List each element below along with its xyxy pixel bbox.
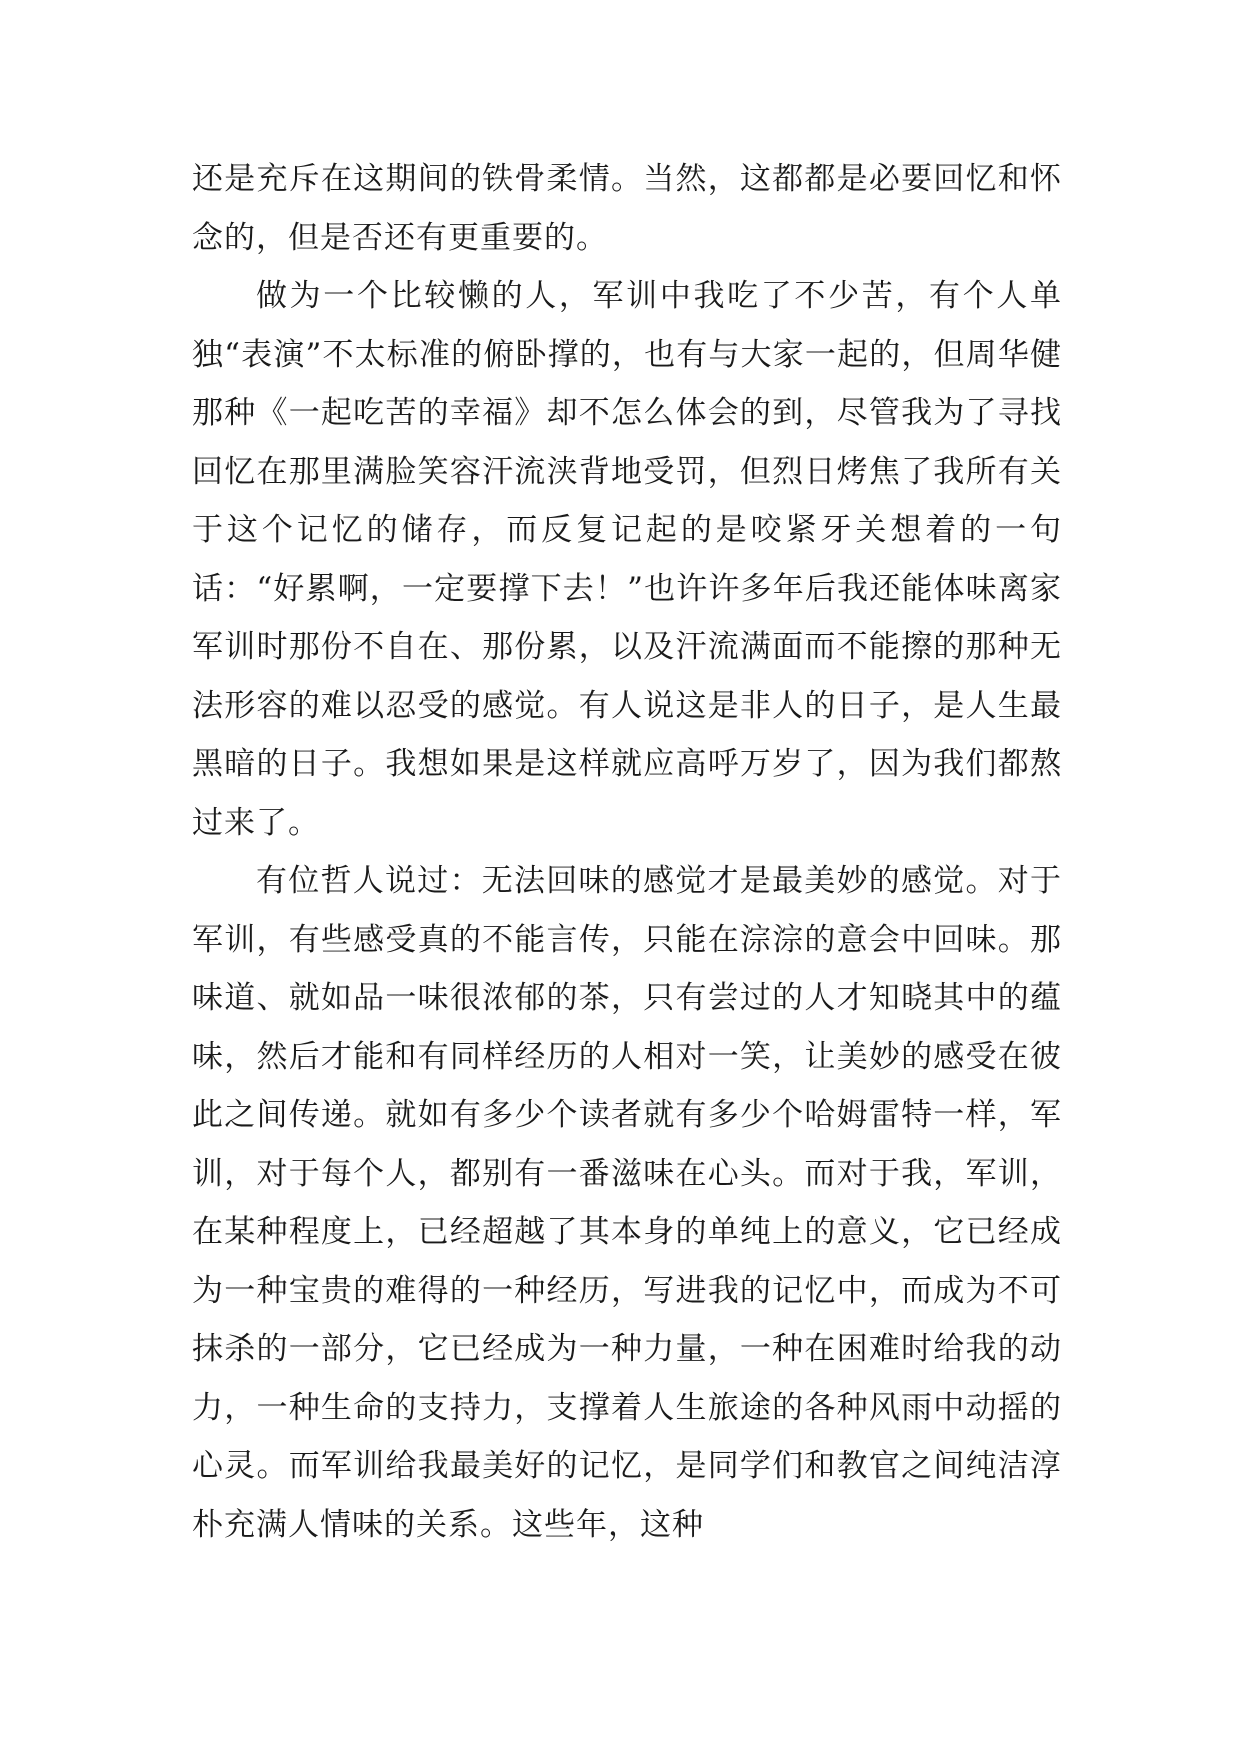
paragraph-military-training-hardship: 做为一个比较懒的人，军训中我吃了不少苦，有个人单独“表演”不太标准的俯卧撑的，也有与大家一起的，但周华健那种《一起吃苦的幸福》却不怎么体会的到，尽管我为了寻找回忆在那里满脸笑容汗流浃背地受罚，但烈日烤焦了我所有关于这个记忆的储存，而反复记起的是咬紧牙关想着的一句话：“好累啊，一定要撑下去！”也许许多年后我还能体味离家军训时那份不自在、那份累，以及汗流满面而不能擦的那种无法形容的难以忍受的感觉。有人说这是非人的日子，是人生最黑暗的日子。我想如果是这样就应高呼万岁了，因为我们都熬过来了。: [192, 278, 1062, 841]
document-page: [192, 150, 1062, 1554]
paragraph-continuation: 还是充斥在这期间的铁骨柔情。当然，这都都是必要回忆和怀念的，但是否还有更重要的。: [192, 161, 1062, 256]
paragraph-philosopher-quote: 有位哲人说过：无法回味的感觉才是最美妙的感觉。对于军训，有些感受真的不能言传，只能在淙淙的意会中回味。那味道、就如品一味很浓郁的茶，只有尝过的人才知晓其中的蕴味，然后才能和有同样经历的人相对一笑，让美妙的感受在彼此之间传递。就如有多少个读者就有多少个哈姆雷特一样，军训，对于每个人，都别有一番滋味在心头。而对于我，军训，在某种程度上，已经超越了其本身的单纯上的意义，它已经成为一种宝贵的难得的一种经历，写进我的记忆中，而成为不可抹杀的一部分，它已经成为一种力量，一种在困难时给我的动力，一种生命的支持力，支撑着人生旅途的各种风雨中动摇的心灵。而军训给我最美好的记忆，是同学们和教官之间纯洁淳朴充满人情味的关系。这些年，这种: [192, 863, 1062, 1543]
